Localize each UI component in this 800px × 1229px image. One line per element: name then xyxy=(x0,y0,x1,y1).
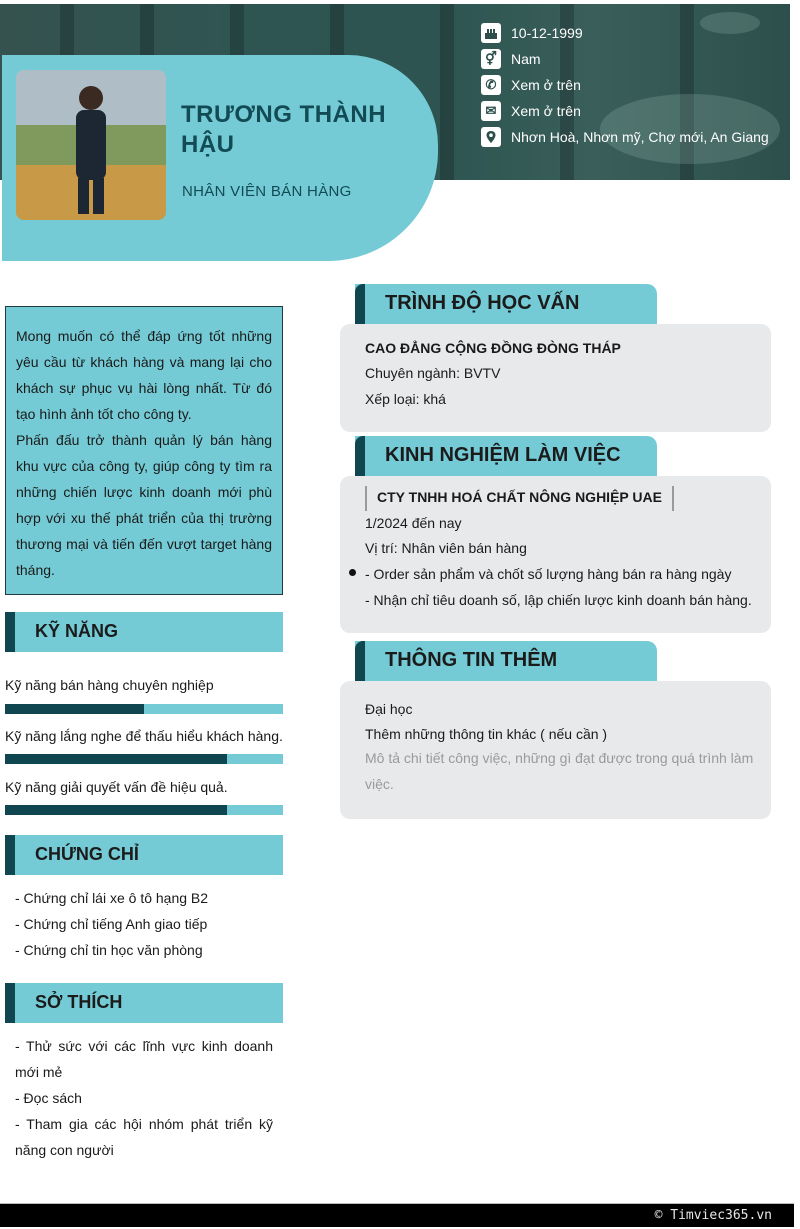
birthday-value: 10-12-1999 xyxy=(511,25,583,41)
skill-bar xyxy=(5,754,283,764)
skill-label: Kỹ năng lắng nghe để thấu hiểu khách hàng. xyxy=(5,728,283,744)
bullet-icon xyxy=(349,569,356,576)
location-pin-icon xyxy=(481,127,501,147)
certificates-title: CHỨNG CHỈ xyxy=(35,844,139,864)
skill-bar-fill xyxy=(5,805,227,815)
education-heading xyxy=(355,284,657,324)
certificates-heading xyxy=(5,835,283,875)
job-title: NHÂN VIÊN BÁN HÀNG xyxy=(182,183,352,200)
work-duty: - Order sản phẩm và chốt số lượng hàng bán ra hàng ngày xyxy=(365,566,732,582)
contact-gender xyxy=(481,46,769,72)
company-name: CTY TNHH HOÁ CHẤT NÔNG NGHIỆP UAE xyxy=(365,486,674,511)
experience-heading xyxy=(355,436,657,476)
contact-email xyxy=(481,98,769,124)
list-item: - Chứng chỉ lái xe ô tô hạng B2 xyxy=(15,890,209,906)
skill-bar xyxy=(5,704,283,714)
gender-icon: ⚥ xyxy=(481,49,501,69)
school-name: CAO ĐẲNG CỘNG ĐỒNG ĐÒNG THÁP xyxy=(365,340,621,356)
contact-info xyxy=(481,20,769,150)
footer-credit: © Timviec365.vn xyxy=(654,1208,772,1223)
email-value: Xem ở trên xyxy=(511,103,581,119)
list-item: - Đọc sách xyxy=(15,1090,82,1106)
heading-accent-bar xyxy=(5,983,15,1023)
education-grade: Xếp loại: khá xyxy=(365,391,446,407)
phone-value: Xem ở trên xyxy=(511,77,581,93)
phone-icon: ✆ xyxy=(481,75,501,95)
additional-info-heading xyxy=(355,641,657,681)
contact-phone xyxy=(481,72,769,98)
work-duty: - Nhận chỉ tiêu doanh số, lập chiến lược kinh doanh bán hàng. xyxy=(365,592,752,608)
heading-accent-bar xyxy=(355,641,365,681)
hobbies-list xyxy=(15,1033,273,1163)
skill-label: Kỹ năng giải quyết vấn đề hiệu quả. xyxy=(5,779,228,795)
footer-bar xyxy=(0,1203,794,1227)
avatar xyxy=(16,70,166,220)
career-objective xyxy=(5,306,283,595)
additional-line: Thêm những thông tin khác ( nếu cần ) xyxy=(365,726,608,742)
skill-label: Kỹ năng bán hàng chuyên nghiệp xyxy=(5,677,214,693)
skill-bar-fill xyxy=(5,704,144,714)
education-title: TRÌNH ĐỘ HỌC VẤN xyxy=(385,292,580,314)
birthday-cake-icon xyxy=(481,23,501,43)
list-item: - Chứng chỉ tiếng Anh giao tiếp xyxy=(15,916,208,932)
list-item: - Chứng chỉ tin học văn phòng xyxy=(15,942,203,958)
email-icon: ✉ xyxy=(481,101,501,121)
heading-accent-bar xyxy=(5,612,15,652)
gender-value: Nam xyxy=(511,51,541,67)
additional-line: Đại học xyxy=(365,701,413,717)
list-item: - Thử sức với các lĩnh vực kinh doanh mới mẻ xyxy=(15,1038,273,1080)
candidate-name: TRƯƠNG THÀNH HẬU xyxy=(181,101,387,158)
skill-bar-fill xyxy=(5,754,227,764)
additional-info-title: THÔNG TIN THÊM xyxy=(385,649,558,671)
experience-title: KINH NGHIỆM LÀM VIỆC xyxy=(385,444,621,466)
heading-accent-bar xyxy=(355,284,365,324)
education-major: Chuyên ngành: BVTV xyxy=(365,365,501,381)
skills-title: KỸ NĂNG xyxy=(35,621,119,641)
skill-bar xyxy=(5,805,283,815)
objective-paragraph: Phấn đấu trở thành quản lý bán hàng khu vực của công ty, giúp công ty tìm ra những chiến lược kinh doanh mới phù hợp với xu thế phát triển của thị trường thương mại và tiến đến vượt target hàng tháng. xyxy=(16,432,272,578)
work-position: Vị trí: Nhân viên bán hàng xyxy=(365,540,527,556)
hobbies-title: SỞ THÍCH xyxy=(35,992,123,1012)
address-value: Nhơn Hoà, Nhơn mỹ, Chợ mới, An Giang xyxy=(511,129,769,145)
skills-heading xyxy=(5,612,283,652)
heading-accent-bar xyxy=(5,835,15,875)
contact-address xyxy=(481,124,769,150)
heading-accent-bar xyxy=(355,436,365,476)
contact-birthday xyxy=(481,20,769,46)
list-item: - Tham gia các hội nhóm phát triển kỹ năng con người xyxy=(15,1116,273,1158)
banner-decoration xyxy=(440,4,454,180)
hobbies-heading xyxy=(5,983,283,1023)
avatar-photo xyxy=(16,70,166,220)
objective-paragraph: Mong muốn có thể đáp ứng tốt những yêu cầu từ khách hàng và mang lại cho khách sự phục vụ hài lòng nhất. Từ đó tạo hình ảnh tốt cho công ty. xyxy=(16,328,272,422)
work-period: 1/2024 đến nay xyxy=(365,515,462,531)
certificates-list xyxy=(15,885,273,963)
additional-hint: Mô tả chi tiết công việc, những gì đạt được trong quá trình làm việc. xyxy=(365,750,754,792)
